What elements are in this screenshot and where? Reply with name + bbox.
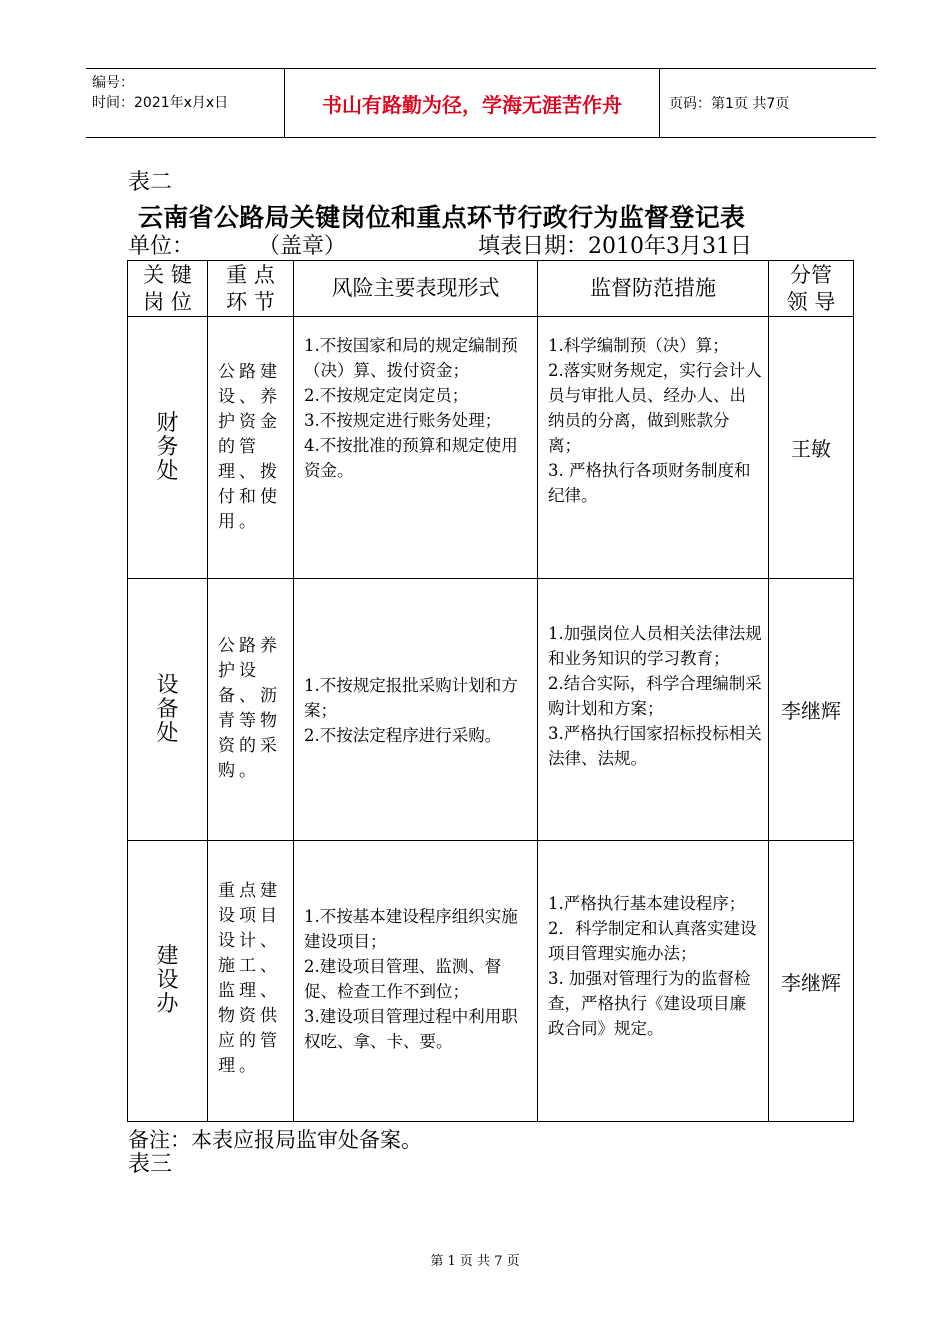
row-post: 设 备 处	[156, 672, 179, 746]
time-label: 时间：2021年x月x日	[92, 95, 229, 111]
row-risk: 1.不按规定报批采购计划和方案； 2.不按法定程序进行采购。	[304, 676, 518, 745]
page-header	[86, 68, 876, 138]
row-post: 建 设 办	[156, 944, 179, 1017]
col-header-measure: 监督防范措施	[590, 276, 716, 300]
table-label: 表二	[128, 170, 173, 195]
row-post: 财 务 处	[156, 410, 179, 484]
row-risk: 1.不按基本建设程序组织实施建设项目； 2.建设项目管理、监测、督促、检查工作不到位； 3.建设项目管理过程中利用职权吃、拿、卡、要。	[304, 907, 518, 1051]
seal-label: （盖章）	[258, 234, 347, 259]
page-footer: 第 1 页 共 7 页	[430, 1254, 520, 1269]
row-risk: 1.不按国家和局的规定编制预（决）算、拨付资金； 2.不按规定定岗定员； 3.不按规定进行账务处理； 4.不按批准的预算和规定使用资金。	[304, 336, 518, 480]
header-meta	[86, 69, 285, 137]
col-header-risk: 风险主要表现形式	[331, 276, 500, 300]
row-leader: 王敏	[791, 437, 831, 461]
next-table-label: 表三	[128, 1152, 173, 1177]
row-measure: 1.科学编制预（决）算； 2.落实财务规定，实行会计人员与审批人员、经办人、出纳员的分离，做到账款分离； 3. 严格执行各项财务制度和纪律。	[548, 336, 762, 505]
col-header-node: 重 点 环 节	[226, 262, 275, 314]
document-title: 云南省公路局关键岗位和重点环节行政行为监督登记表	[138, 203, 746, 232]
unit-label: 单位：	[128, 234, 195, 259]
col-header-post: 关 键 岗 位	[143, 262, 192, 314]
supervision-table	[127, 260, 854, 1122]
row-node: 重点建设项目设计、施工、监理、物资供应的管理。	[218, 881, 281, 1076]
fill-date-label: 填表日期：2010年3月31日	[478, 234, 752, 259]
header-page-label: 页码：第1页 共7页	[669, 96, 790, 112]
row-node: 公路养护设备、沥青等物资的采购。	[218, 636, 281, 781]
row-node: 公路建设、养护资金的管理、拨付和使用。	[218, 362, 281, 532]
col-header-leader: 分管 领 导	[786, 262, 836, 314]
header-motto: 书山有路勤为径，学海无涯苦作舟	[285, 69, 660, 137]
row-leader: 李继辉	[781, 699, 841, 723]
row-measure: 1.加强岗位人员相关法律法规和业务知识的学习教育； 2.结合实际，科学合理编制采购计划和方案； 3.严格执行国家招标投标相关法律、法规。	[548, 624, 762, 768]
remark: 备注：本表应报局监审处备案。	[128, 1128, 422, 1152]
number-label: 编号：	[92, 75, 134, 91]
row-measure: 1.严格执行基本建设程序； 2．科学制定和认真落实建设项目管理实施办法； 3. 加强对管理行为的监督检查，严格执行《建设项目廉政合同》规定。	[548, 894, 757, 1038]
row-leader: 李继辉	[781, 970, 841, 995]
